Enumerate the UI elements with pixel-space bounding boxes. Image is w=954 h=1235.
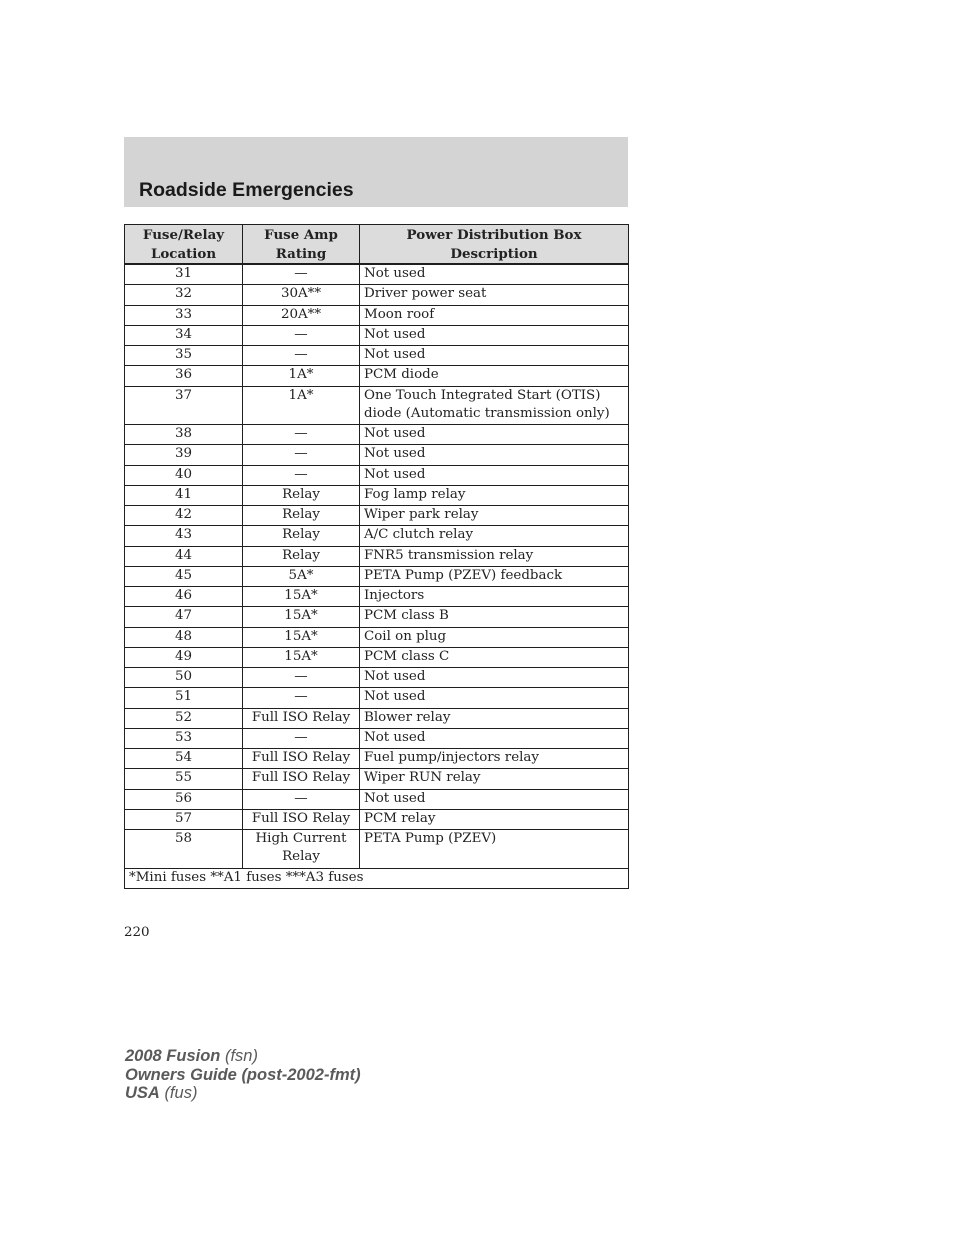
cell-description: PCM class C (360, 647, 629, 667)
cell-description: Not used (360, 728, 629, 748)
column-header-description (360, 225, 629, 265)
cell-location: 33 (125, 305, 243, 325)
cell-description: PCM relay (360, 809, 629, 829)
cell-location: 35 (125, 346, 243, 366)
table-row (125, 688, 629, 708)
table-row (125, 566, 629, 586)
cell-location: 39 (125, 445, 243, 465)
table-row (125, 386, 629, 425)
cell-amp: Full ISO Relay (243, 769, 360, 789)
cell-location: 58 (125, 830, 243, 869)
cell-description: Not used (360, 445, 629, 465)
cell-description: Driver power seat (360, 285, 629, 305)
cell-amp: Relay (243, 485, 360, 505)
cell-location: 51 (125, 688, 243, 708)
cell-amp: — (243, 668, 360, 688)
cell-amp: 1A* (243, 366, 360, 386)
table-row (125, 668, 629, 688)
table-row (125, 506, 629, 526)
cell-description: A/C clutch relay (360, 526, 629, 546)
footer-line-2 (125, 1066, 361, 1085)
table-row (125, 789, 629, 809)
cell-location: 42 (125, 506, 243, 526)
cell-location: 46 (125, 587, 243, 607)
cell-amp: 15A* (243, 587, 360, 607)
document-footer (125, 1047, 361, 1103)
table-row (125, 647, 629, 667)
cell-location: 50 (125, 668, 243, 688)
cell-description: Fog lamp relay (360, 485, 629, 505)
cell-amp: — (243, 789, 360, 809)
header-amp-line1: Fuse Amp (264, 227, 338, 243)
section-title: Roadside Emergencies (139, 179, 354, 201)
cell-description: Not used (360, 425, 629, 445)
table-footnote: *Mini fuses **A1 fuses ***A3 fuses (125, 868, 629, 888)
cell-amp: 15A* (243, 607, 360, 627)
cell-description: Blower relay (360, 708, 629, 728)
cell-amp: — (243, 445, 360, 465)
cell-description: Injectors (360, 587, 629, 607)
column-header-amp (243, 225, 360, 265)
cell-description: Not used (360, 264, 629, 285)
table-row (125, 769, 629, 789)
footer-line-1 (125, 1047, 361, 1066)
cell-description: Not used (360, 688, 629, 708)
cell-description: PCM diode (360, 366, 629, 386)
cell-location: 57 (125, 809, 243, 829)
footer-model: 2008 Fusion (125, 1047, 221, 1065)
cell-location: 54 (125, 749, 243, 769)
table-row (125, 346, 629, 366)
cell-description: Not used (360, 465, 629, 485)
fuse-table-body (125, 264, 629, 888)
cell-amp: 20A** (243, 305, 360, 325)
table-row (125, 325, 629, 345)
table-row (125, 809, 629, 829)
footnote-row (125, 868, 629, 888)
cell-location: 56 (125, 789, 243, 809)
cell-description: One Touch Integrated Start (OTIS) diode (Automatic transmission only) (360, 386, 629, 425)
cell-amp: — (243, 465, 360, 485)
cell-amp: Relay (243, 506, 360, 526)
cell-location: 45 (125, 566, 243, 586)
section-header-band (124, 137, 628, 207)
cell-location: 31 (125, 264, 243, 285)
footer-line-3 (125, 1084, 361, 1103)
cell-amp: 5A* (243, 566, 360, 586)
cell-description: Not used (360, 325, 629, 345)
table-row (125, 425, 629, 445)
cell-amp: — (243, 346, 360, 366)
header-description-line1: Power Distribution Box (406, 227, 582, 243)
cell-location: 37 (125, 386, 243, 425)
cell-location: 52 (125, 708, 243, 728)
table-row (125, 546, 629, 566)
table-row (125, 445, 629, 465)
table-row (125, 749, 629, 769)
cell-description: Not used (360, 346, 629, 366)
cell-description: Moon roof (360, 305, 629, 325)
cell-location: 34 (125, 325, 243, 345)
table-row (125, 627, 629, 647)
header-location-line1: Fuse/Relay (142, 227, 225, 243)
table-row (125, 366, 629, 386)
table-row (125, 830, 629, 869)
cell-location: 49 (125, 647, 243, 667)
header-description-line2: Description (450, 245, 538, 262)
table-row (125, 587, 629, 607)
table-row (125, 264, 629, 285)
cell-amp: — (243, 688, 360, 708)
cell-location: 53 (125, 728, 243, 748)
cell-description: FNR5 transmission relay (360, 546, 629, 566)
cell-description: Wiper RUN relay (360, 769, 629, 789)
cell-description: Coil on plug (360, 627, 629, 647)
cell-amp: — (243, 728, 360, 748)
cell-description: Fuel pump/injectors relay (360, 749, 629, 769)
cell-amp: — (243, 425, 360, 445)
cell-amp: — (243, 264, 360, 285)
cell-amp: Full ISO Relay (243, 809, 360, 829)
cell-amp: High Current Relay (243, 830, 360, 869)
cell-amp: Relay (243, 546, 360, 566)
cell-amp: 15A* (243, 627, 360, 647)
cell-location: 40 (125, 465, 243, 485)
footer-market: USA (125, 1084, 160, 1102)
footer-market-code: (fus) (164, 1084, 198, 1102)
table-row (125, 485, 629, 505)
cell-location: 44 (125, 546, 243, 566)
cell-location: 55 (125, 769, 243, 789)
cell-amp: Full ISO Relay (243, 749, 360, 769)
table-row (125, 465, 629, 485)
cell-amp: 30A** (243, 285, 360, 305)
cell-location: 36 (125, 366, 243, 386)
cell-description: Not used (360, 668, 629, 688)
table-row (125, 305, 629, 325)
table-row (125, 728, 629, 748)
page-number: 220 (124, 925, 150, 940)
table-row (125, 708, 629, 728)
cell-description: PETA Pump (PZEV) (360, 830, 629, 869)
cell-location: 32 (125, 285, 243, 305)
cell-location: 41 (125, 485, 243, 505)
cell-location: 47 (125, 607, 243, 627)
cell-location: 38 (125, 425, 243, 445)
cell-location: 43 (125, 526, 243, 546)
cell-amp: 15A* (243, 647, 360, 667)
cell-description: Wiper park relay (360, 506, 629, 526)
footer-guide: Owners Guide (post-2002-fmt) (125, 1065, 361, 1084)
cell-amp: — (243, 325, 360, 345)
table-row (125, 607, 629, 627)
cell-location: 48 (125, 627, 243, 647)
table-row (125, 285, 629, 305)
cell-amp: Full ISO Relay (243, 708, 360, 728)
cell-description: PETA Pump (PZEV) feedback (360, 566, 629, 586)
header-location-line2: Location (150, 245, 217, 262)
column-header-location (125, 225, 243, 265)
table-row (125, 526, 629, 546)
footer-model-code: (fsn) (224, 1047, 258, 1065)
header-amp-line2: Rating (275, 245, 327, 262)
cell-amp: Relay (243, 526, 360, 546)
cell-description: PCM class B (360, 607, 629, 627)
cell-amp: 1A* (243, 386, 360, 425)
fuse-table (124, 224, 629, 889)
table-header-row (125, 225, 629, 265)
cell-description: Not used (360, 789, 629, 809)
